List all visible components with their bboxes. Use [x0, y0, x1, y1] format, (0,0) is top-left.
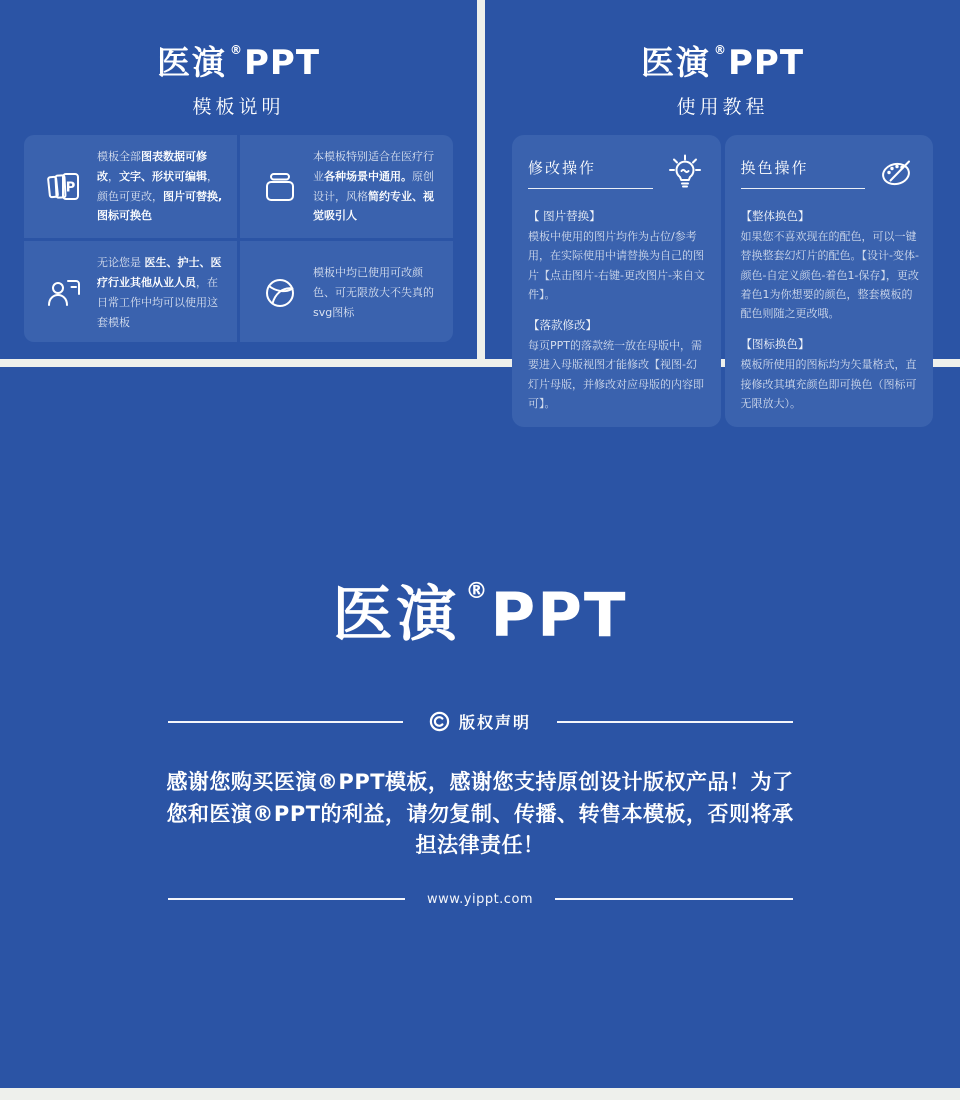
recolor-operations-card: [725, 135, 934, 427]
section-body: 模板所使用的图标均为矢量格式，直接修改其填充颜色即可换色（图标可无限放大）。: [740, 358, 917, 410]
feature-text: 模板全部图表数据可修改，文字、形状可编辑，颜色可更改，图片可替换,图标可换色: [97, 150, 223, 223]
feature-card-audience: [24, 241, 237, 342]
section-body: 每页PPT的落款统一放在母版中，需要进入母版视图才能修改【视图-幻灯片母版，并修改对应母版的内容即可】。: [528, 339, 704, 410]
website-divider: [168, 892, 793, 907]
brand-cn: 医演: [640, 43, 711, 82]
divider-line: [168, 898, 405, 900]
section-heading: 【整体换色】: [740, 209, 810, 223]
registered-mark-icon: ®: [713, 43, 726, 57]
brand-logo: [485, 0, 960, 83]
card-head: [741, 151, 920, 195]
feature-text: 模板中均已使用可改颜色、可无限放大不失真的svg图标: [313, 266, 434, 319]
section-heading: 【 图片替换】: [528, 209, 601, 223]
registered-mark-icon: ®: [229, 43, 242, 57]
brand-cn: 医演: [156, 43, 227, 82]
divider-line: [555, 898, 792, 900]
feature-text: 本模板特别适合在医疗行业各种场景中通用。原创设计，风格简约专业、视觉吸引人: [313, 150, 434, 223]
copyright-label: 版权声明: [459, 713, 532, 732]
top-row: [0, 0, 960, 410]
slides-icon: [44, 167, 84, 207]
panel-title: 使用教程: [676, 96, 769, 118]
section-body: 如果您不喜欢现在的配色，可以一键替换整套幻灯片的配色。【设计-变体-颜色-自定义颜色-着色1-保存】，更改着色1为你想要的颜色，整套模板的配色则随之更改哦。: [740, 230, 919, 320]
feature-card-svg-icons: [240, 241, 453, 342]
header-underline: [741, 188, 866, 189]
dribbble-ball-icon: [260, 273, 300, 313]
copyright-divider: [168, 710, 793, 733]
divider-center: [429, 710, 531, 733]
template-description-panel: [0, 0, 477, 359]
palette-icon: [875, 151, 919, 195]
feature-grid: [24, 135, 453, 342]
header-underline: [528, 188, 653, 189]
brand-en: PPT: [490, 580, 628, 651]
svg-text:P: P: [65, 180, 76, 196]
section-heading: 【落款修改】: [528, 318, 597, 332]
head-left: [741, 157, 866, 189]
copyright-text: 感谢您购买医演®PPT模板，感谢您支持原创设计版权产品！为了您和医演®PPT的利益，请勿复制、传播、转售本模板，否则将承担法律责任！: [166, 770, 794, 857]
divider-line: [168, 721, 404, 723]
brand-en: PPT: [243, 43, 321, 83]
usage-tutorial-panel: [485, 0, 960, 410]
copyright-panel: [0, 367, 960, 1088]
section-body: 模板中使用的图片均作为占位/参考用，在实际使用中请替换为自己的图片【点击图片-右键-更改图片-来自文件】。: [528, 230, 705, 301]
section-heading: 【图标换色】: [740, 337, 810, 352]
card-title: 换色操作: [740, 159, 809, 177]
feature-card-medical-use: [240, 135, 453, 238]
brand-en: PPT: [727, 43, 805, 83]
medical-staff-icon: [44, 273, 84, 313]
brand-logo: [0, 0, 477, 83]
card-title: 修改操作: [528, 159, 597, 177]
head-left: [528, 157, 653, 189]
registered-mark-icon: ®: [465, 579, 488, 604]
website-link[interactable]: www.yippt.com: [426, 891, 534, 907]
feature-text: 无论您是 医生、护士、医疗行业其他从业人员，在日常工作中均可以使用这套模板: [97, 256, 222, 329]
panel-title: 模板说明: [192, 96, 285, 118]
modify-operations-card: [512, 135, 721, 427]
tutorial-grid: [512, 135, 933, 410]
lightbulb-icon: [663, 151, 707, 195]
copyright-icon: [429, 711, 450, 732]
card-head: [528, 151, 707, 195]
divider-line: [557, 721, 793, 723]
brand-cn: 医演: [332, 580, 461, 650]
feature-card-editable: [24, 135, 237, 238]
storage-box-icon: [260, 167, 300, 207]
